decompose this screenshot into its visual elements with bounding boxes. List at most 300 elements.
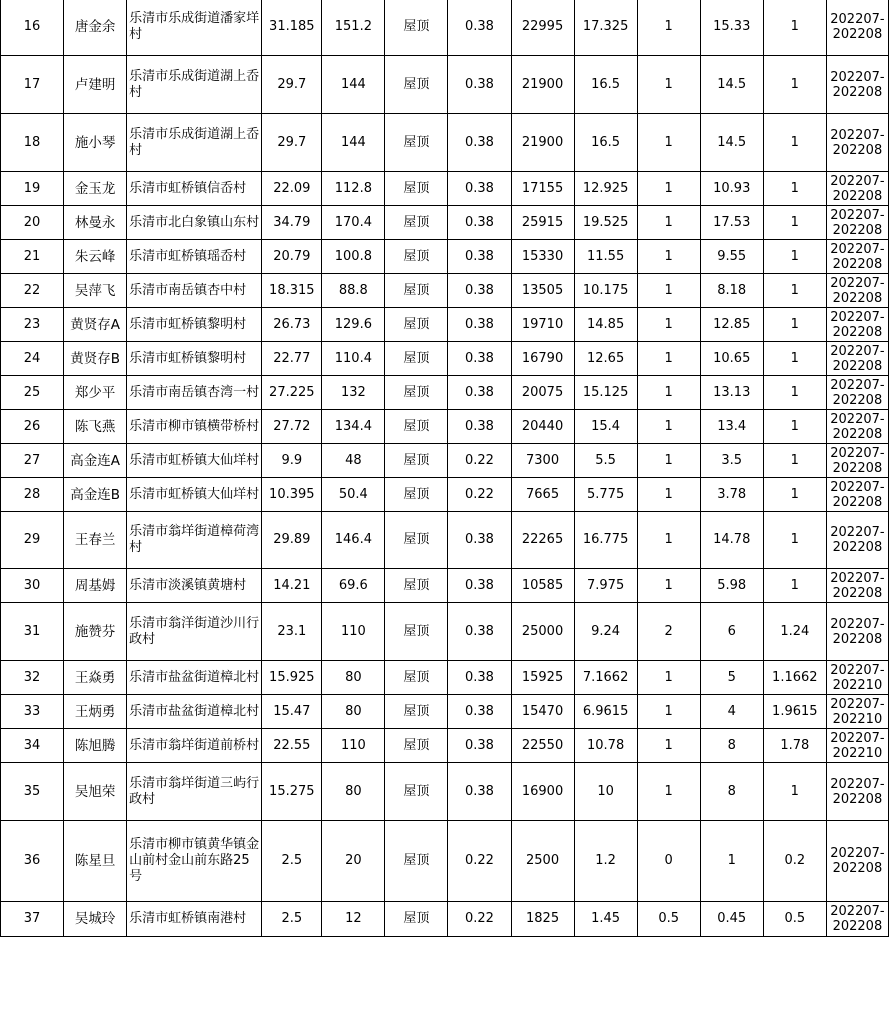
count-cell: 1 [637,0,700,56]
period-start: 202207- [830,69,885,85]
table-row [1,0,889,56]
row-number: 18 [1,114,64,172]
period-end: 202210 [832,677,883,693]
price-cell: 0.38 [448,308,511,342]
annual-output-cell: 7300 [511,444,574,478]
period-end: 202208 [832,392,883,408]
address-cell: 乐清市乐成街道潘家垟村 [127,0,262,56]
period-cell [826,478,888,512]
period-end: 202208 [832,256,883,272]
amount-cell: 1.2 [574,821,637,902]
area-cell: 132 [322,376,385,410]
balance-cell: 1 [763,56,826,114]
name-cell: 施赞芬 [64,603,127,661]
address-cell: 乐清市虹桥镇大仙垟村 [127,444,262,478]
count-cell: 1 [637,172,700,206]
annual-output-cell: 22995 [511,0,574,56]
period-end: 202208 [832,324,883,340]
count-cell: 1 [637,569,700,603]
table-row [1,661,889,695]
balance-cell: 1 [763,763,826,821]
annual-output-cell: 21900 [511,56,574,114]
table-row [1,206,889,240]
period-cell [826,763,888,821]
address-cell: 乐清市虹桥镇黎明村 [127,308,262,342]
install-type-cell: 屋顶 [385,376,448,410]
period-cell [826,729,888,763]
subsidy-cell: 0.45 [700,902,763,937]
row-number: 26 [1,410,64,444]
balance-cell: 0.5 [763,902,826,937]
install-type-cell: 屋顶 [385,603,448,661]
annual-output-cell: 15925 [511,661,574,695]
count-cell: 1 [637,763,700,821]
price-cell: 0.38 [448,603,511,661]
period-cell [826,308,888,342]
row-number: 23 [1,308,64,342]
capacity-cell: 15.47 [262,695,322,729]
address-cell: 乐清市盐盆街道樟北村 [127,695,262,729]
balance-cell: 0.2 [763,821,826,902]
capacity-cell: 18.315 [262,274,322,308]
price-cell: 0.38 [448,376,511,410]
row-number: 19 [1,172,64,206]
subsidy-cell: 8.18 [700,274,763,308]
install-type-cell: 屋顶 [385,0,448,56]
address-cell: 乐清市翁垟街道樟荷湾村 [127,512,262,569]
table-row [1,410,889,444]
area-cell: 129.6 [322,308,385,342]
period-start: 202207- [830,730,885,746]
period-start: 202207- [830,309,885,325]
annual-output-cell: 22265 [511,512,574,569]
name-cell: 郑少平 [64,376,127,410]
period-start: 202207- [830,776,885,792]
install-type-cell: 屋顶 [385,206,448,240]
address-cell: 乐清市柳市镇横带桥村 [127,410,262,444]
table-row [1,569,889,603]
capacity-cell: 22.55 [262,729,322,763]
amount-cell: 14.85 [574,308,637,342]
subsidy-cell: 3.78 [700,478,763,512]
name-cell: 唐金余 [64,0,127,56]
address-cell: 乐清市虹桥镇南港村 [127,902,262,937]
period-start: 202207- [830,662,885,678]
count-cell: 1 [637,512,700,569]
period-end: 202208 [832,426,883,442]
period-end: 202208 [832,188,883,204]
price-cell: 0.38 [448,206,511,240]
price-cell: 0.38 [448,661,511,695]
address-cell: 乐清市南岳镇杏湾一村 [127,376,262,410]
table-row [1,729,889,763]
annual-output-cell: 20440 [511,410,574,444]
amount-cell: 19.525 [574,206,637,240]
balance-cell: 1 [763,444,826,478]
area-cell: 146.4 [322,512,385,569]
table-row [1,274,889,308]
install-type-cell: 屋顶 [385,763,448,821]
price-cell: 0.38 [448,512,511,569]
install-type-cell: 屋顶 [385,114,448,172]
address-cell: 乐清市乐成街道湖上岙村 [127,114,262,172]
install-type-cell: 屋顶 [385,569,448,603]
area-cell: 80 [322,661,385,695]
subsidy-cell: 8 [700,763,763,821]
area-cell: 20 [322,821,385,902]
balance-cell: 1 [763,308,826,342]
address-cell: 乐清市淡溪镇黄塘村 [127,569,262,603]
count-cell: 1 [637,695,700,729]
table-row [1,444,889,478]
table-row [1,478,889,512]
count-cell: 1 [637,729,700,763]
period-start: 202207- [830,445,885,461]
period-cell [826,695,888,729]
row-number: 31 [1,603,64,661]
count-cell: 1 [637,274,700,308]
table-row [1,376,889,410]
period-cell [826,444,888,478]
period-start: 202207- [830,696,885,712]
period-end: 202208 [832,585,883,601]
balance-cell: 1 [763,410,826,444]
name-cell: 周基姆 [64,569,127,603]
annual-output-cell: 15470 [511,695,574,729]
annual-output-cell: 16790 [511,342,574,376]
count-cell: 1 [637,206,700,240]
period-end: 202208 [832,222,883,238]
balance-cell: 1.24 [763,603,826,661]
amount-cell: 6.9615 [574,695,637,729]
install-type-cell: 屋顶 [385,444,448,478]
area-cell: 80 [322,763,385,821]
period-end: 202210 [832,711,883,727]
price-cell: 0.38 [448,172,511,206]
address-cell: 乐清市虹桥镇黎明村 [127,342,262,376]
address-cell: 乐清市柳市镇黄华镇金山前村金山前东路25号 [127,821,262,902]
count-cell: 1 [637,661,700,695]
name-cell: 陈星旦 [64,821,127,902]
address-cell: 乐清市翁垟街道三屿行政村 [127,763,262,821]
install-type-cell: 屋顶 [385,821,448,902]
period-end: 202208 [832,494,883,510]
install-type-cell: 屋顶 [385,512,448,569]
install-type-cell: 屋顶 [385,308,448,342]
period-end: 202208 [832,919,883,934]
name-cell: 王炳勇 [64,695,127,729]
capacity-cell: 27.72 [262,410,322,444]
row-number: 24 [1,342,64,376]
annual-output-cell: 7665 [511,478,574,512]
annual-output-cell: 21900 [511,114,574,172]
subsidy-cell: 13.13 [700,376,763,410]
price-cell: 0.38 [448,0,511,56]
address-cell: 乐清市盐盆街道樟北村 [127,661,262,695]
subsidy-cell: 10.65 [700,342,763,376]
balance-cell: 1 [763,376,826,410]
table-row [1,172,889,206]
count-cell: 1 [637,444,700,478]
annual-output-cell: 1825 [511,902,574,937]
period-end: 202208 [832,27,883,42]
install-type-cell: 屋顶 [385,240,448,274]
row-number: 21 [1,240,64,274]
balance-cell: 1 [763,478,826,512]
capacity-cell: 2.5 [262,902,322,937]
amount-cell: 10.78 [574,729,637,763]
area-cell: 110.4 [322,342,385,376]
balance-cell: 1 [763,172,826,206]
amount-cell: 16.5 [574,56,637,114]
balance-cell: 1 [763,274,826,308]
subsidy-cell: 3.5 [700,444,763,478]
table-row [1,902,889,937]
amount-cell: 16.775 [574,512,637,569]
price-cell: 0.38 [448,763,511,821]
annual-output-cell: 25915 [511,206,574,240]
row-number: 27 [1,444,64,478]
period-cell [826,569,888,603]
address-cell: 乐清市翁洋街道沙川行政村 [127,603,262,661]
name-cell: 金玉龙 [64,172,127,206]
annual-output-cell: 25000 [511,603,574,661]
balance-cell: 1 [763,114,826,172]
count-cell: 1 [637,56,700,114]
price-cell: 0.38 [448,569,511,603]
count-cell: 0.5 [637,902,700,937]
install-type-cell: 屋顶 [385,695,448,729]
amount-cell: 16.5 [574,114,637,172]
name-cell: 高金连A [64,444,127,478]
subsidy-cell: 4 [700,695,763,729]
name-cell: 吴城玲 [64,902,127,937]
subsidy-cell: 5 [700,661,763,695]
period-start: 202207- [830,570,885,586]
address-cell: 乐清市虹桥镇瑶岙村 [127,240,262,274]
install-type-cell: 屋顶 [385,56,448,114]
amount-cell: 5.775 [574,478,637,512]
address-cell: 乐清市虹桥镇大仙垟村 [127,478,262,512]
period-start: 202207- [830,207,885,223]
period-end: 202208 [832,290,883,306]
period-cell [826,410,888,444]
table-row [1,821,889,902]
address-cell: 乐清市南岳镇杏中村 [127,274,262,308]
row-number: 37 [1,902,64,937]
amount-cell: 12.65 [574,342,637,376]
install-type-cell: 屋顶 [385,478,448,512]
price-cell: 0.38 [448,114,511,172]
name-cell: 吴萍飞 [64,274,127,308]
period-start: 202207- [830,173,885,189]
area-cell: 80 [322,695,385,729]
area-cell: 112.8 [322,172,385,206]
area-cell: 144 [322,56,385,114]
count-cell: 1 [637,410,700,444]
row-number: 33 [1,695,64,729]
table-row [1,512,889,569]
amount-cell: 17.325 [574,0,637,56]
balance-cell: 1.1662 [763,661,826,695]
row-number: 17 [1,56,64,114]
period-end: 202208 [832,631,883,647]
amount-cell: 11.55 [574,240,637,274]
balance-cell: 1 [763,240,826,274]
period-start: 202207- [830,12,885,27]
annual-output-cell: 22550 [511,729,574,763]
period-end: 202210 [832,745,883,761]
table-row [1,308,889,342]
balance-cell: 1 [763,0,826,56]
area-cell: 110 [322,603,385,661]
price-cell: 0.38 [448,56,511,114]
name-cell: 陈飞燕 [64,410,127,444]
subsidy-cell: 14.5 [700,56,763,114]
balance-cell: 1.78 [763,729,826,763]
capacity-cell: 15.925 [262,661,322,695]
subsidy-cell: 12.85 [700,308,763,342]
capacity-cell: 9.9 [262,444,322,478]
amount-cell: 7.975 [574,569,637,603]
row-number: 22 [1,274,64,308]
amount-cell: 10.175 [574,274,637,308]
period-start: 202207- [830,411,885,427]
period-cell [826,661,888,695]
period-end: 202208 [832,540,883,555]
amount-cell: 7.1662 [574,661,637,695]
count-cell: 1 [637,308,700,342]
address-cell: 乐清市翁垟街道前桥村 [127,729,262,763]
price-cell: 0.38 [448,274,511,308]
name-cell: 吴旭荣 [64,763,127,821]
capacity-cell: 29.7 [262,56,322,114]
annual-output-cell: 2500 [511,821,574,902]
period-start: 202207- [830,343,885,359]
capacity-cell: 22.09 [262,172,322,206]
count-cell: 0 [637,821,700,902]
price-cell: 0.38 [448,695,511,729]
area-cell: 69.6 [322,569,385,603]
row-number: 29 [1,512,64,569]
price-cell: 0.22 [448,478,511,512]
area-cell: 50.4 [322,478,385,512]
count-cell: 1 [637,240,700,274]
area-cell: 48 [322,444,385,478]
install-type-cell: 屋顶 [385,410,448,444]
name-cell: 陈旭腾 [64,729,127,763]
period-start: 202207- [830,241,885,257]
subsidy-cell: 9.55 [700,240,763,274]
row-number: 28 [1,478,64,512]
subsidy-cell: 5.98 [700,569,763,603]
period-end: 202208 [832,861,883,876]
name-cell: 林曼永 [64,206,127,240]
capacity-cell: 29.89 [262,512,322,569]
balance-cell: 1 [763,206,826,240]
period-end: 202208 [832,791,883,807]
amount-cell: 15.125 [574,376,637,410]
annual-output-cell: 17155 [511,172,574,206]
period-end: 202208 [832,84,883,100]
table-row [1,603,889,661]
price-cell: 0.22 [448,902,511,937]
price-cell: 0.38 [448,342,511,376]
period-start: 202207- [830,127,885,143]
subsidy-cell: 6 [700,603,763,661]
amount-cell: 5.5 [574,444,637,478]
name-cell: 高金连B [64,478,127,512]
capacity-cell: 26.73 [262,308,322,342]
area-cell: 144 [322,114,385,172]
subsidy-cell: 1 [700,821,763,902]
capacity-cell: 23.1 [262,603,322,661]
annual-output-cell: 10585 [511,569,574,603]
row-number: 34 [1,729,64,763]
address-cell: 乐清市北白象镇山东村 [127,206,262,240]
subsidy-cell: 15.33 [700,0,763,56]
row-number: 25 [1,376,64,410]
table-row [1,240,889,274]
capacity-cell: 20.79 [262,240,322,274]
period-cell [826,512,888,569]
table-row [1,763,889,821]
period-cell [826,376,888,410]
subsidy-cell: 13.4 [700,410,763,444]
subsidy-cell: 10.93 [700,172,763,206]
capacity-cell: 22.77 [262,342,322,376]
name-cell: 施小琴 [64,114,127,172]
price-cell: 0.38 [448,240,511,274]
address-cell: 乐清市虹桥镇信岙村 [127,172,262,206]
row-number: 30 [1,569,64,603]
period-cell [826,240,888,274]
annual-output-cell: 20075 [511,376,574,410]
area-cell: 100.8 [322,240,385,274]
period-cell [826,603,888,661]
table-row [1,114,889,172]
period-start: 202207- [830,275,885,291]
row-number: 36 [1,821,64,902]
name-cell: 王春兰 [64,512,127,569]
address-cell: 乐清市乐成街道湖上岙村 [127,56,262,114]
area-cell: 110 [322,729,385,763]
count-cell: 1 [637,342,700,376]
period-cell [826,342,888,376]
subsidy-cell: 14.78 [700,512,763,569]
price-cell: 0.38 [448,410,511,444]
row-number: 32 [1,661,64,695]
balance-cell: 1 [763,569,826,603]
install-type-cell: 屋顶 [385,902,448,937]
subsidy-cell: 8 [700,729,763,763]
amount-cell: 15.4 [574,410,637,444]
amount-cell: 10 [574,763,637,821]
row-number: 20 [1,206,64,240]
capacity-cell: 31.185 [262,0,322,56]
name-cell: 王焱勇 [64,661,127,695]
area-cell: 151.2 [322,0,385,56]
amount-cell: 12.925 [574,172,637,206]
capacity-cell: 15.275 [262,763,322,821]
annual-output-cell: 13505 [511,274,574,308]
count-cell: 1 [637,114,700,172]
subsidy-cell: 14.5 [700,114,763,172]
period-start: 202207- [830,846,885,861]
install-type-cell: 屋顶 [385,274,448,308]
price-cell: 0.38 [448,729,511,763]
count-cell: 1 [637,478,700,512]
